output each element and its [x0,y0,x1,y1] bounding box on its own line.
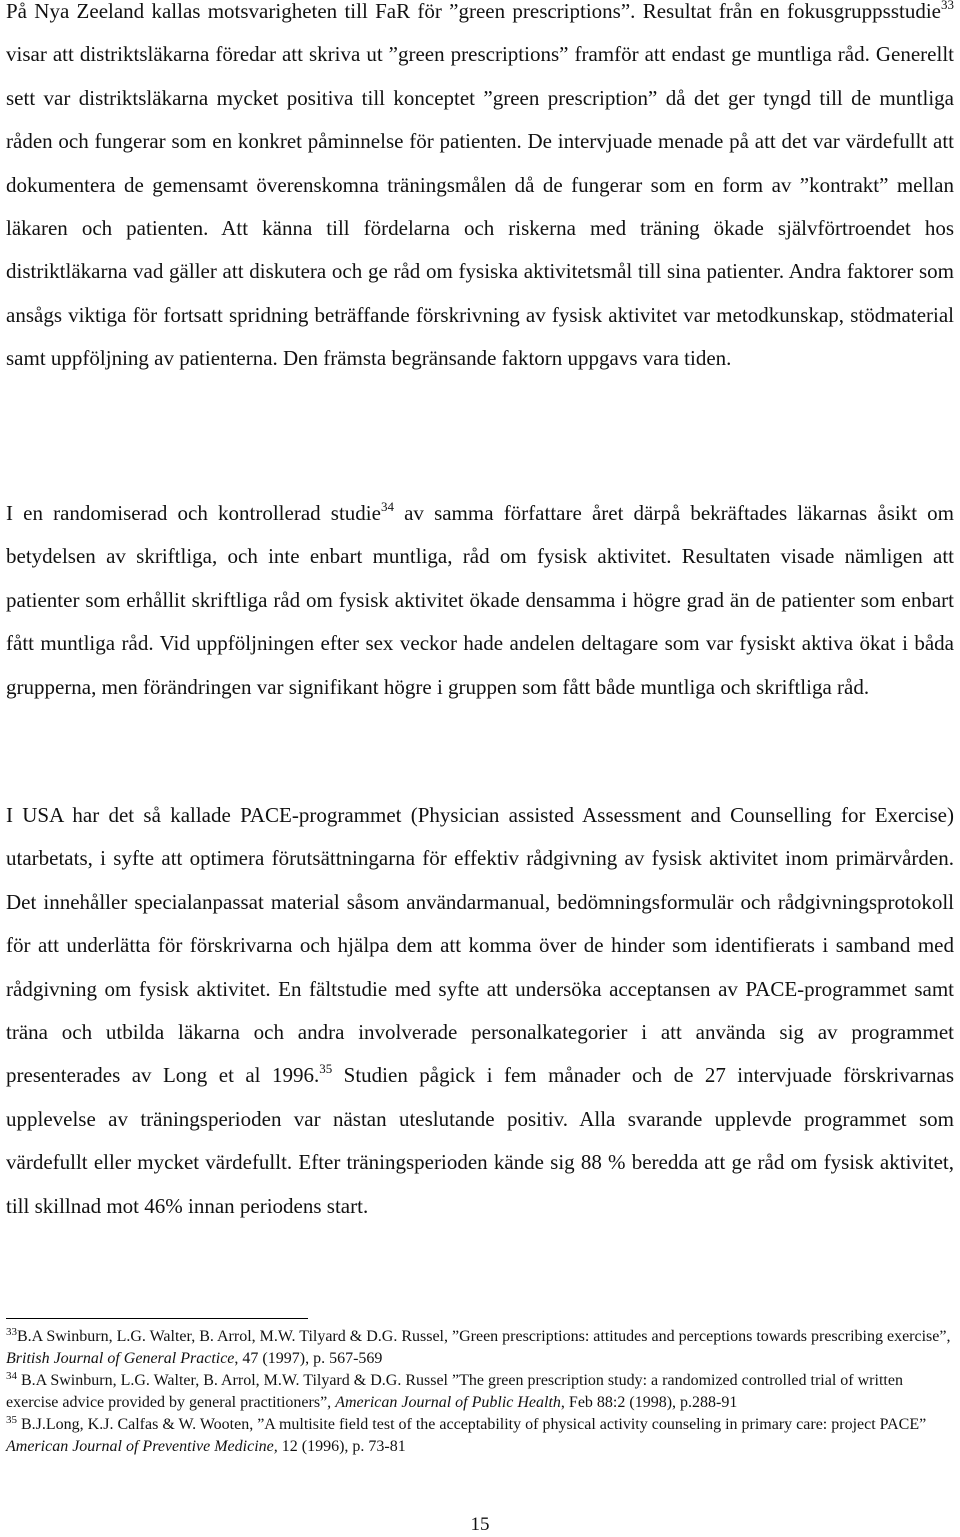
paragraph-text: visar att distriktsläkarna föredar att skriva ut ”green prescriptions” framför att endast ge muntliga råd. Generellt sett var distriktsläkarna mycket positiva till konceptet ”green prescription” då det ger tyngd till de muntliga råden och fungerar som en konkret påminnelse för patienten. De intervjuade menade på att det var värdefullt att dokumentera de gemensamt överenskomna träningsmålen då de fungerar som en form av ”kontrakt” mellan läkaren och patienten. Att känna till fördelarna och riskerna med träning ökade självförtroendet hos distriktläkarna vad gäller att diskutera och ge råd om fysiska aktivitetsmål till sina patienter. Andra faktorer som ansågs viktiga för fortsatt spridning beträffande förskrivning av fysisk aktivitet var metodkunskap, stödmaterial samt uppföljning av patienterna. Den främsta begränsande faktorn uppgavs vara tiden. [6,42,954,371]
paragraph-text: På Nya Zeeland kallas motsvarigheten till FaR för ”green prescriptions”. Resultat från en fokusgruppsstudie [6,0,941,23]
body-paragraph-2 [6,492,954,709]
footnote-ref-35[interactable]: 35 [319,1061,333,1077]
paragraph-text: I USA har det så kallade PACE-programmet (Physician assisted Assessment and Counselling for Exercise) utarbetats, i syfte att optimera förutsättningarna för effektiv rådgivning av fysisk aktivitet inom primärvården. Det innehåller specialanpassat material såsom användarmanual, bedömningsformulär och rådgivningsprotokoll för att underlätta för förskrivarna och hjälpa dem att komma över de hinder som identifierats i samband med rådgivning om fysisk aktivitet. En fältstudie med syfte att undersöka acceptansen av PACE-programmet samt träna och utbilda läkarna och andra involverade personalkategorier i att använda sig av programmet presenterades av Long et al 1996. [6,803,954,1088]
paragraph-text: I en randomiserad och kontrollerad studie [6,501,381,525]
paragraph-text: Studien pågick i fem månader och de 27 intervjuade förskrivarnas upplevelse av träningsperioden var nästan uteslutande positiv. Alla svarande upplevde programmet som värdefullt eller mycket värdefullt. Efter träningsperioden kände sig 88 % beredda att ge råd om fysisk aktivitet, till skillnad mot 46% innan periodens start. [6,1063,954,1218]
footnotes [6,1326,954,1458]
footnote-text: , Feb 88:2 (1998), p.288-91 [560,1394,738,1411]
footnote-text: B.A Swinburn, L.G. Walter, B. Arrol, M.W. Tilyard & D.G. Russel, ”Green prescriptions: attitudes and perceptions towards prescribing exercise”, [17,1328,951,1345]
body-paragraph-1 [6,0,954,381]
footnote-34 [6,1370,954,1414]
footnote-number: 35 [6,1414,17,1426]
footnote-35 [6,1414,954,1458]
footnote-text: B.A Swinburn, L.G. Walter, B. Arrol, M.W. Tilyard & D.G. Russel ”The green prescription study: a randomized controlled trial of written exercise advice provided by general practitioners”, [6,1372,903,1411]
page-number: 15 [470,1514,490,1535]
body-paragraph-3 [6,794,954,1228]
footnote-text: 12 (1996), p. 73-81 [277,1438,406,1455]
paragraph-text: av samma författare året därpå bekräftades läkarnas åsikt om betydelsen av skriftliga, och inte enbart muntliga, råd om fysisk aktivitet. Resultaten visade nämligen att patienter som erhållit skriftliga råd om fysisk aktivitet ökade densamma i högre grad än de patienter som enbart fått muntliga råd. Vid uppföljningen efter sex veckor hade andelen deltagare som var fysiskt aktiva ökat i båda grupperna, men förändringen var signifikant högre i gruppen som fått både muntliga och skriftliga råd. [6,501,955,699]
footnote-ref-34[interactable]: 34 [380,499,394,514]
journal-title: American Journal of Public Health [335,1394,561,1411]
footnote-separator [6,1318,308,1319]
footnote-text: B.J.Long, K.J. Calfas & W. Wooten, ”A multisite field test of the acceptability of physical activity counseling in primary care: project PACE” [17,1416,927,1433]
journal-title: American Journal of Preventive Medicine, [6,1438,278,1455]
footnote-number: 34 [6,1370,17,1382]
footnote-number: 33 [6,1326,17,1338]
footnote-ref-33[interactable]: 33 [941,0,954,12]
footnote-text: , 47 (1997), p. 567-569 [234,1350,383,1367]
footnote-33 [6,1326,954,1370]
journal-title: British Journal of General Practice [6,1350,235,1367]
